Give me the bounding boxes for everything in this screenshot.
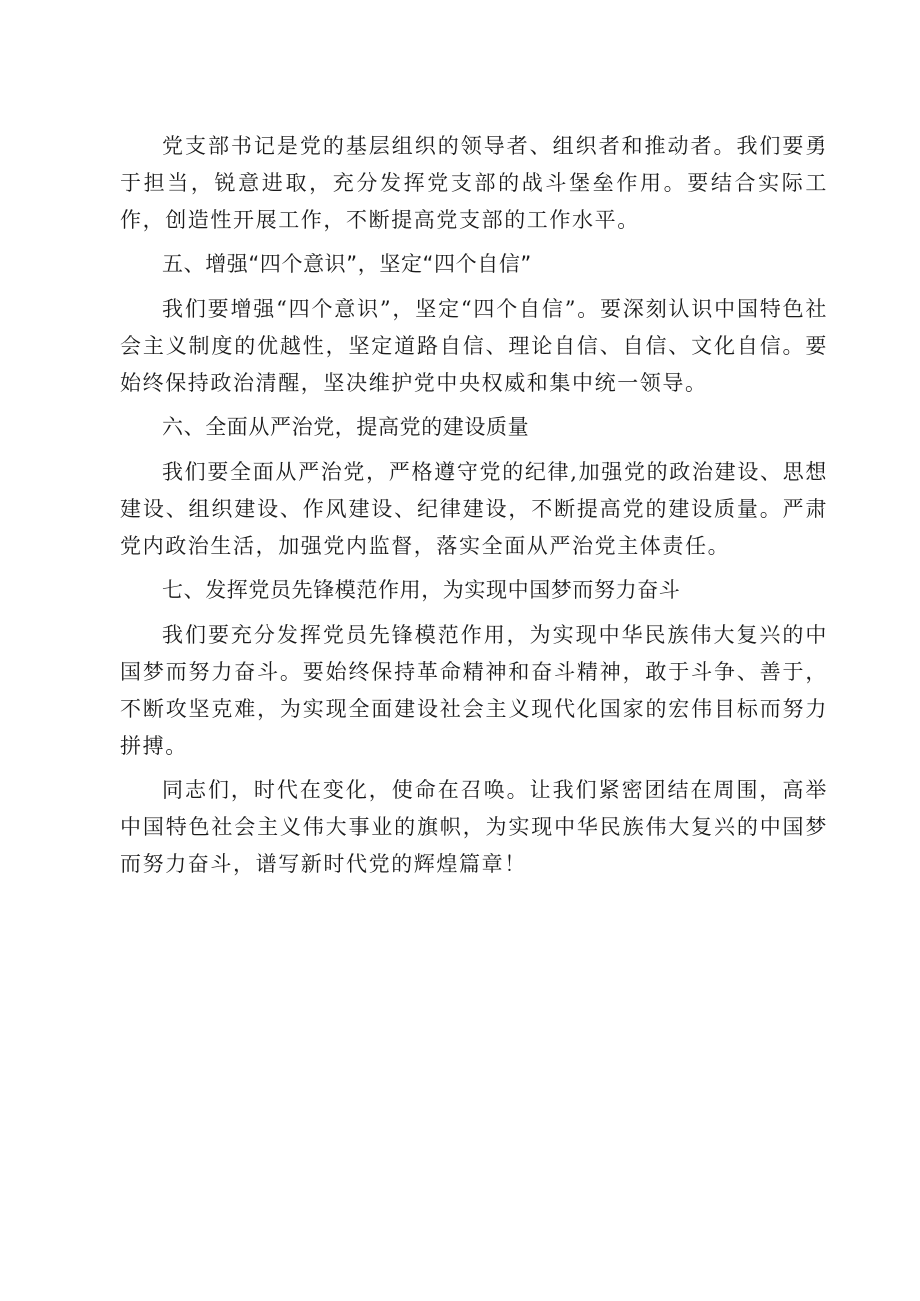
section-heading-5: 五、增强“四个意识”，坚定“四个自信” bbox=[162, 252, 532, 276]
section-heading-7: 七、发挥党员先锋模范作用，为实现中国梦而努力奋斗 bbox=[162, 578, 681, 602]
section-heading-6: 六、全面从严治党，提高党的建设质量 bbox=[162, 415, 530, 439]
document-page bbox=[120, 128, 828, 890]
closing-paragraph: 同志们，时代在变化，使命在召唤。让我们紧密团结在周围，高举中国特色社会主义伟大事业的旗帜，为实现中华民族伟大复兴的中国梦而努力奋斗，谱写新时代党的辉煌篇章！ bbox=[120, 778, 828, 876]
body-paragraph-1: 党支部书记是党的基层组织的领导者、组织者和推动者。我们要勇于担当，锐意进取，充分发挥党支部的战斗堡垒作用。要结合实际工作，创造性开展工作，不断提高党支部的工作水平。 bbox=[120, 134, 828, 232]
body-paragraph-3: 我们要全面从严治党，严格遵守党的纪律,加强党的政治建设、思想建设、组织建设、作风建设、纪律建设，不断提高党的建设质量。严肃党内政治生活，加强党内监督，落实全面从严治党主体责任。 bbox=[120, 460, 828, 558]
body-paragraph-2: 我们要增强“四个意识”，坚定“四个自信”。要深刻认识中国特色社会主义制度的优越性，坚定道路自信、理论自信、自信、文化自信。要始终保持政治清醒，坚决维护党中央权威和集中统一领导。 bbox=[120, 297, 828, 395]
body-paragraph-4: 我们要充分发挥党员先锋模范作用，为实现中华民族伟大复兴的中国梦而努力奋斗。要始终保持革命精神和奋斗精神，敢于斗争、善于，不断攻坚克难，为实现全面建设社会主义现代化国家的宏伟目标而努力拼搏。 bbox=[120, 623, 828, 758]
